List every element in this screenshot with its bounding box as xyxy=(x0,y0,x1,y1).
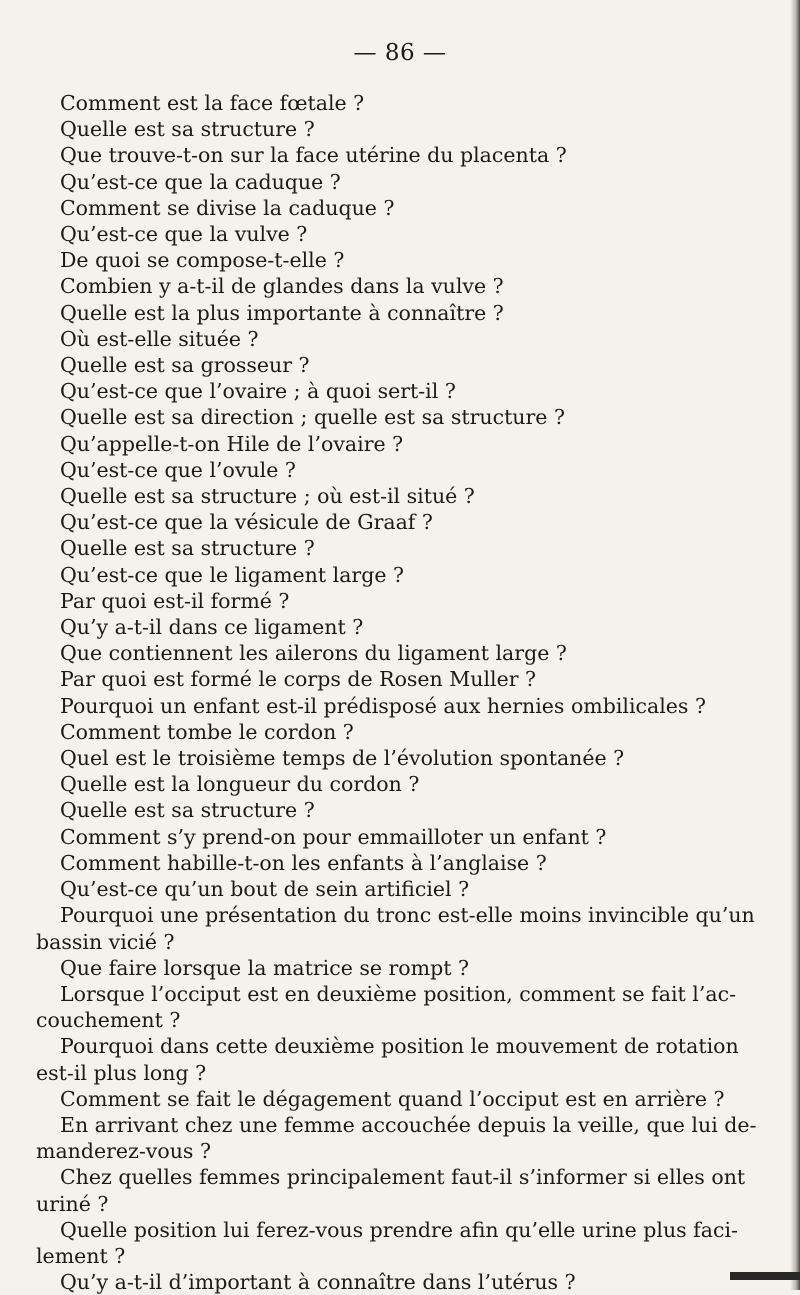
question-paragraph xyxy=(36,1164,772,1216)
question-continuation: uriné ? xyxy=(36,1191,109,1216)
question-line: Qu’est-ce que le ligament large ? xyxy=(60,562,404,587)
question-continuation: bassin vicié ? xyxy=(36,929,175,954)
question-line: Quelle est la longueur du cordon ? xyxy=(60,772,420,797)
question-continuation: couchement ? xyxy=(36,1008,181,1033)
question-first-line: Lorsque l’occiput est en deuxième position, comment se fait l’ac- xyxy=(60,981,737,1006)
question-line: Par quoi est-il formé ? xyxy=(60,588,290,613)
question-first-line: Chez quelles femmes principalement faut-il s’informer si elles ont xyxy=(60,1165,746,1190)
scan-edge-mark xyxy=(730,1272,800,1280)
question-paragraph xyxy=(36,1217,772,1269)
question-first-line: Que faire lorsque la matrice se rompt ? xyxy=(60,955,469,980)
question-line: Quelle est sa structure ? xyxy=(60,117,315,142)
question-line: Qu’y a-t-il dans ce ligament ? xyxy=(60,615,364,640)
question-line: Quelle est sa structure ; où est-il situé ? xyxy=(60,484,475,509)
question-first-line: Comment se fait le dégagement quand l’occiput est en arrière ? xyxy=(60,1086,725,1111)
question-line: Comment s’y prend-on pour emmailloter un enfant ? xyxy=(60,824,607,849)
question-line: Que trouve-t-on sur la face utérine du placenta ? xyxy=(60,143,567,168)
question-list xyxy=(36,90,772,1295)
question-line: Que contiennent les ailerons du ligament large ? xyxy=(60,641,567,666)
question-first-line: Pourquoi dans cette deuxième position le mouvement de rotation xyxy=(60,1034,739,1059)
question-continuation: lement ? xyxy=(36,1243,126,1268)
question-line: Comment tombe le cordon ? xyxy=(60,719,354,744)
question-line: Comment est la face fœtale ? xyxy=(60,91,365,115)
question-line: Combien y a-t-il de glandes dans la vulve ? xyxy=(60,274,504,299)
question-paragraph xyxy=(60,955,772,981)
question-paragraph xyxy=(36,1112,772,1164)
question-continuation: est-il plus long ? xyxy=(36,1060,207,1085)
question-first-line: En arrivant chez une femme accouchée depuis la veille, que lui de- xyxy=(60,1112,757,1137)
question-line: Quel est le troisième temps de l’évolution spontanée ? xyxy=(60,746,625,771)
question-line: De quoi se compose-t-elle ? xyxy=(60,248,345,273)
question-line: Qu’est-ce que la vésicule de Graaf ? xyxy=(60,510,433,535)
question-line: Comment habille-t-on les enfants à l’anglaise ? xyxy=(60,850,547,875)
question-line: Quelle est sa structure ? xyxy=(60,536,315,561)
question-paragraph xyxy=(36,1033,772,1085)
question-line: Comment se divise la caduque ? xyxy=(60,195,395,220)
question-continuation: manderez-vous ? xyxy=(36,1139,211,1164)
question-first-line: Qu’y a-t-il d’important à connaître dans l’utérus ? xyxy=(60,1270,576,1295)
question-line: Pourquoi un enfant est-il prédisposé aux hernies ombilicales ? xyxy=(60,693,706,718)
question-paragraph xyxy=(60,1086,772,1112)
page-number: — 86 — xyxy=(353,40,447,66)
question-line: Qu’est-ce que la vulve ? xyxy=(60,222,308,247)
question-line: Qu’est-ce que l’ovule ? xyxy=(60,457,296,482)
question-line: Quelle est sa grosseur ? xyxy=(60,353,310,378)
question-line: Qu’est-ce que la caduque ? xyxy=(60,169,341,194)
question-line: Quelle est sa structure ? xyxy=(60,798,315,823)
question-paragraph xyxy=(36,981,772,1033)
question-line: Qu’appelle-t-on Hile de l’ovaire ? xyxy=(60,431,404,456)
question-line: Qu’est-ce qu’un bout de sein artificiel ? xyxy=(60,877,470,902)
question-line: Où est-elle située ? xyxy=(60,326,259,351)
question-paragraph xyxy=(60,1269,772,1295)
question-line: Qu’est-ce que l’ovaire ; à quoi sert-il ? xyxy=(60,379,456,404)
question-first-line: Quelle position lui ferez-vous prendre afin qu’elle urine plus faci- xyxy=(60,1217,738,1242)
question-paragraph xyxy=(36,902,772,954)
question-line: Par quoi est formé le corps de Rosen Muller ? xyxy=(60,667,537,692)
question-line: Quelle est la plus importante à connaître ? xyxy=(60,300,504,325)
question-first-line: Pourquoi une présentation du tronc est-elle moins invincible qu’un xyxy=(60,903,755,928)
page-edge-shadow xyxy=(790,0,800,1290)
question-line: Quelle est sa direction ; quelle est sa structure ? xyxy=(60,405,565,430)
